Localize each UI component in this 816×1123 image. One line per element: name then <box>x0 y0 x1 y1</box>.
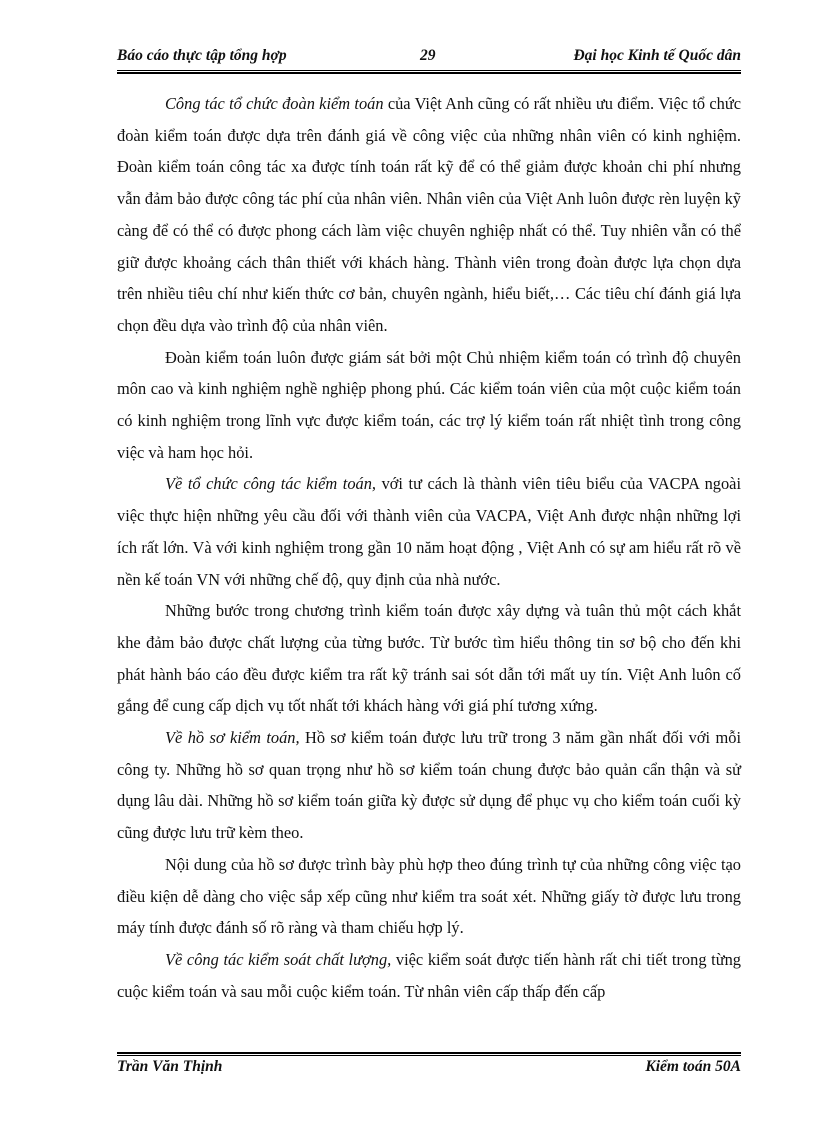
header-report-title: Báo cáo thực tập tổng hợp <box>117 47 287 64</box>
paragraph <box>117 468 741 595</box>
footer-rule <box>117 1055 741 1056</box>
paragraph-lead: Về công tác kiểm soát chất lượng, <box>165 949 392 969</box>
paragraph <box>117 88 741 342</box>
paragraph-text: Đoàn kiểm toán luôn được giám sát bởi một Chủ nhiệm kiểm toán có trình độ chuyên môn cao và kinh nghiệm nghề nghiệp phong phú. Các kiểm toán viên của một cuộc kiểm toán có kinh nghiệm trong lĩnh vực được kiểm toán, các trợ lý kiểm toán rất nhiệt tình trong công việc và ham học hỏi. <box>117 347 741 462</box>
paragraph-text: việc kiểm soát được tiến hành rất chi tiết trong từng cuộc kiểm toán và sau mỗi cuộc kiểm toán. Từ nhân viên cấp thấp đến cấp <box>117 949 741 1001</box>
paragraph-lead: Về hồ sơ kiểm toán, <box>165 728 300 748</box>
paragraph <box>117 342 741 469</box>
paragraph-text: Hồ sơ kiểm toán được lưu trữ trong 3 năm gần nhất đối với mỗi công ty. Những hồ sơ quan trọng như hồ sơ kiểm toán chung được bảo quản cẩn thận và sử dụng lâu dài. Những hồ sơ kiểm toán giữa kỳ được sử dụng để phục vụ cho kiểm toán cuối kỳ cũng được lưu trữ kèm theo. <box>117 728 742 843</box>
body-text <box>117 88 741 1007</box>
footer-author: Trần Văn Thịnh <box>117 1058 223 1075</box>
paragraph-lead: Về tổ chức công tác kiểm toán, <box>165 474 377 494</box>
header-page-number: 29 <box>420 47 436 64</box>
footer-class: Kiểm toán 50A <box>645 1058 741 1075</box>
paragraph-text: Những bước trong chương trình kiểm toán được xây dựng và tuân thủ một cách khắt khe đảm bảo được chất lượng của từng bước. Từ bước tìm hiểu thông tin sơ bộ cho đến khi phát hành báo cáo đều được kiểm tra rất kỹ tránh sai sót dẫn tới mất uy tín. Việt Anh luôn cố gắng để cung cấp dịch vụ tốt nhất tới khách hàng với giá phí tương xứng. <box>117 601 741 716</box>
paragraph <box>117 595 741 722</box>
page-footer <box>117 1058 741 1080</box>
paragraph <box>117 849 741 944</box>
header-rule <box>117 70 741 71</box>
page-header <box>117 47 741 69</box>
paragraph-text: của Việt Anh cũng có rất nhiều ưu điểm. Việc tổ chức đoàn kiểm toán được dựa trên đánh giá về công việc của những nhân viên có kinh nghiệm. Đoàn kiểm toán công tác xa được tính toán rất kỹ để có thể giảm được khoản chi phí nhưng vẫn đảm bảo được công tác phí của nhân viên. Nhân viên của Việt Anh luôn được rèn luyện kỹ càng để có thể có được phong cách làm việc chuyên nghiệp nhất có thể. Tuy nhiên vẫn có thể giữ được khoảng cách thân thiết với khách hàng. Thành viên trong đoàn được lựa chọn dựa trên nhiều tiêu chí như kiến thức cơ bản, chuyên ngành, hiểu biết,… Các tiêu chí đánh giá lựa chọn đều dựa vào trình độ của nhân viên. <box>117 94 741 335</box>
paragraph-lead: Công tác tổ chức đoàn kiểm toán <box>165 94 384 113</box>
footer-rule-thick <box>117 1052 741 1054</box>
header-university: Đại học Kinh tế Quốc dân <box>573 47 741 64</box>
paragraph <box>117 944 741 1007</box>
paragraph-text: với tư cách là thành viên tiêu biểu của VACPA ngoài việc thực hiện những yêu cầu đối với thành viên của VACPA, Việt Anh được nhận những lợi ích rất lớn. Và với kinh nghiệm trong gần 10 năm hoạt động , Việt Anh có sự am hiểu rất rõ về nền kế toán VN với những chế độ, quy định của nhà nước. <box>117 474 742 589</box>
paragraph <box>117 722 741 849</box>
paragraph-text: Nội dung của hồ sơ được trình bày phù hợp theo đúng trình tự của những công việc tạo điều kiện dễ dàng cho việc sắp xếp cũng như kiểm tra soát xét. Những giấy tờ được lưu trong máy tính được đánh số rõ ràng và tham chiếu hợp lý. <box>117 854 741 938</box>
header-rule-thick <box>117 72 741 74</box>
